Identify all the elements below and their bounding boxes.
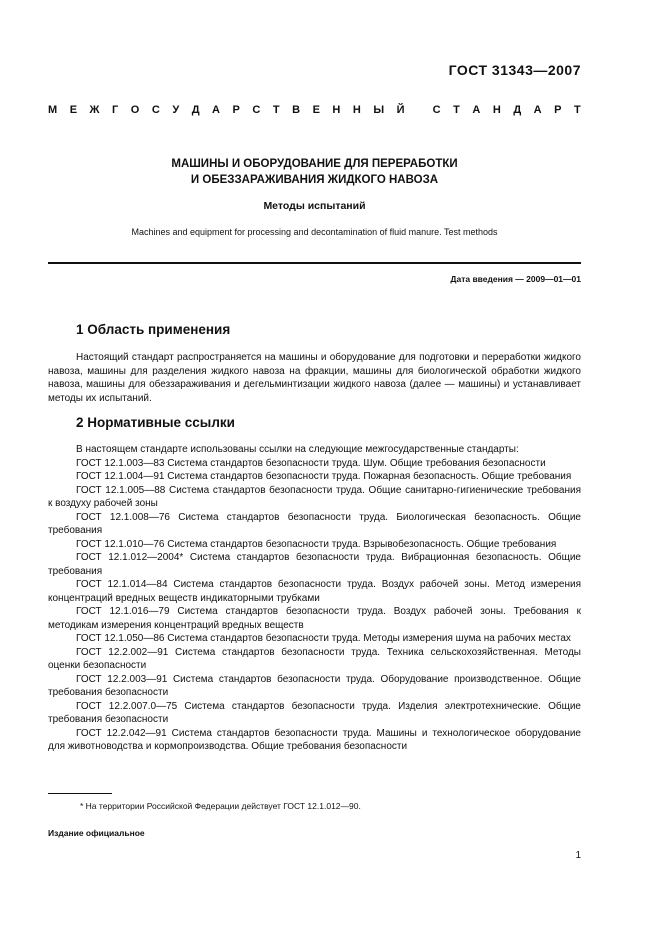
banner-letter: Н (352, 104, 361, 116)
reference-item: ГОСТ 12.1.012—2004* Система стандартов безопасности труда. Вибрационная безопасность. Общие требования (48, 552, 581, 577)
banner-letter: А (533, 104, 542, 116)
banner-letter: С (151, 104, 160, 116)
banner-letter: Н (492, 104, 501, 116)
effective-date: Дата введения — 2009—01—01 (450, 274, 581, 284)
reference-item: ГОСТ 12.1.016—79 Система стандартов безопасности труда. Воздух рабочей зоны. Требования к методикам измерения концентраций вредных веществ (48, 606, 581, 631)
section-1-text: Настоящий стандарт распространяется на машины и оборудование для подготовки и переработки жидкого навоза, машины для разделения жидкого навоза на фракции, машины для биологической обработки жидкого навоза, машины для обеззараживания и дегельминтизации жидкого навоза (далее — машины) и устанавливает методы их испытаний. (48, 352, 581, 404)
title-line-1: МАШИНЫ И ОБОРУДОВАНИЕ ДЛЯ ПЕРЕРАБОТКИ (171, 158, 458, 170)
title-block (48, 156, 581, 237)
section-2-heading: 2 Нормативные ссылки (76, 415, 235, 430)
interstate-standard-banner (48, 104, 581, 116)
banner-letter: Ж (89, 104, 100, 116)
reference-item: ГОСТ 12.1.004—91 Система стандартов безопасности труда. Пожарная безопасность. Общие требования (76, 471, 572, 482)
reference-item: ГОСТ 12.2.007.0—75 Система стандартов безопасности труда. Изделия электротехнические. Общие требования безопасности (48, 700, 581, 725)
banner-letter: С (252, 104, 261, 116)
title-line-2: И ОБЕЗЗАРАЖИВАНИЯ ЖИДКОГО НАВОЗА (190, 174, 439, 186)
banner-letter: В (292, 104, 301, 116)
banner-letter: А (472, 104, 481, 116)
reference-item: ГОСТ 12.2.002—91 Система стандартов безопасности труда. Техника сельскохозяйственная. Методы оценки безопасности (48, 646, 581, 671)
page-number: 1 (575, 850, 581, 861)
banner-letter: Е (312, 104, 320, 116)
banner-letter: Р (232, 104, 240, 116)
reference-item: ГОСТ 12.1.008—76 Система стандартов безопасности труда. Биологическая безопасность. Общие требования (48, 511, 581, 536)
reference-item: ГОСТ 12.2.042—91 Система стандартов безопасности труда. Машины и технологическое оборудование для животноводства и кормопроизводства. Общие требования безопасности (48, 727, 581, 752)
banner-letter: О (130, 104, 140, 116)
banner-letter: Д (513, 104, 522, 116)
banner-letter: Е (69, 104, 78, 116)
reference-item: ГОСТ 12.1.050—86 Система стандартов безопасности труда. Методы измерения шума на рабочих местах (76, 633, 571, 644)
banner-letter: А (212, 104, 220, 116)
reference-item: ГОСТ 12.2.003—91 Система стандартов безопасности труда. Оборудование производственное. Общие требования безопасности (48, 673, 581, 698)
banner-letter: Т (453, 104, 460, 116)
banner-letter: Ы (373, 104, 385, 116)
edition-note: Издание официальное (48, 828, 145, 838)
banner-letter: М (48, 104, 58, 116)
banner-letter: С (432, 104, 441, 116)
footnote: * На территории Российской Федерации действует ГОСТ 12.1.012—90. (80, 801, 361, 811)
banner-letter: Й (396, 104, 405, 116)
reference-item: ГОСТ 12.1.014—84 Система стандартов безопасности труда. Воздух рабочей зоны. Метод измерения концентраций вредных веществ индикаторными трубками (48, 579, 581, 604)
banner-letter: Д (191, 104, 200, 116)
reference-item: ГОСТ 12.1.005—88 Система стандартов безопасности труда. Общие санитарно-гигиенические требования к воздуху рабочей зоны (48, 484, 581, 509)
standard-number: ГОСТ 31343—2007 (448, 62, 581, 78)
banner-letter: Р (554, 104, 562, 116)
reference-item: ГОСТ 12.1.003—83 Система стандартов безопасности труда. Шум. Общие требования безопасности (76, 457, 546, 469)
banner-letter: У (172, 104, 180, 116)
english-title: Machines and equipment for processing and decontamination of fluid manure. Test methods (131, 227, 498, 237)
references-intro: В настоящем стандарте использованы ссылки на следующие межгосударственные стандарты: (76, 444, 519, 455)
document-subtitle: Методы испытаний (263, 200, 366, 212)
section-1-heading: 1 Область применения (76, 322, 231, 337)
banner-letter: Т (272, 104, 280, 116)
reference-item: ГОСТ 12.1.010—76 Система стандартов безопасности труда. Взрывобезопасность. Общие требования (76, 538, 557, 550)
title-divider (48, 262, 581, 264)
banner-letter (417, 104, 420, 116)
banner-letter: Н (332, 104, 341, 116)
banner-letter: Т (574, 104, 581, 116)
banner-letter: Г (112, 104, 119, 116)
references-list (48, 443, 581, 754)
footnote-divider (48, 793, 112, 794)
